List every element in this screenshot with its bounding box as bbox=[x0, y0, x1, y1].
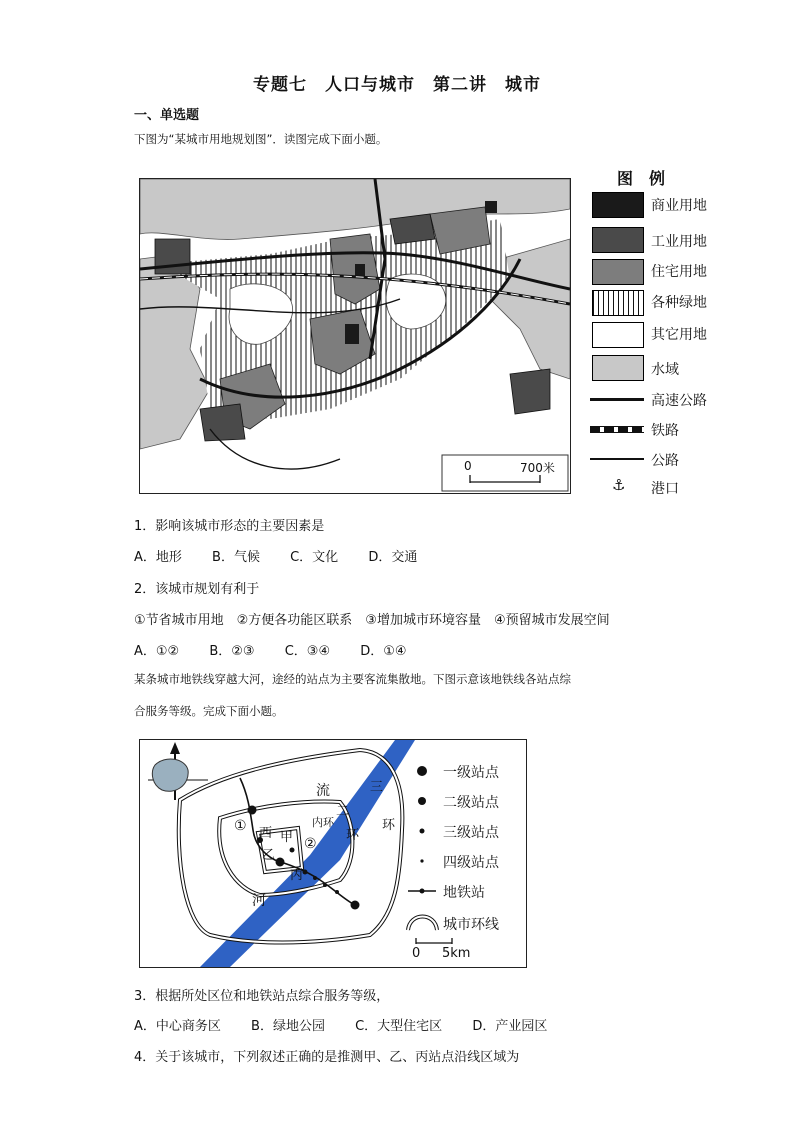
legend2-level3: 三级站点 bbox=[443, 825, 499, 841]
legend-line-road bbox=[590, 458, 644, 460]
label-yi: 乙 bbox=[262, 848, 276, 863]
q1-stem: 1．影响该城市形态的主要因素是 bbox=[134, 519, 325, 534]
land-use-map-drawing bbox=[140, 179, 570, 493]
label-ring2b: 环 bbox=[346, 828, 360, 843]
label-ring3b: 环 bbox=[382, 818, 396, 833]
q1-option-b[interactable]: B．气候 bbox=[212, 550, 260, 565]
q1-option-a[interactable]: A．地形 bbox=[134, 550, 182, 565]
q2-options bbox=[134, 640, 433, 659]
q3-option-c[interactable]: C．大型住宅区 bbox=[355, 1019, 443, 1034]
page-title: 专题七 人口与城市 第二讲 城市 bbox=[253, 75, 541, 95]
label-circle-2: ② bbox=[304, 836, 317, 852]
legend-label-commercial: 商业用地 bbox=[651, 198, 707, 214]
legend-swatch-water bbox=[592, 355, 644, 381]
q2-option-a[interactable]: A．①② bbox=[134, 644, 180, 659]
legend2-level2: 二级站点 bbox=[443, 795, 499, 811]
land-use-map bbox=[139, 178, 571, 494]
subway-map bbox=[139, 739, 527, 968]
q2-stem: 2．该城市规划有利于 bbox=[134, 582, 260, 597]
intro-text-2a: 某条城市地铁线穿越大河，途经的站点为主要客流集散地。下图示意该地铁线各站点综 bbox=[134, 672, 571, 686]
legend-title: 图 例 bbox=[617, 169, 666, 188]
legend-swatch-other bbox=[592, 322, 644, 348]
q1-options bbox=[134, 546, 443, 565]
legend2-level1: 一级站点 bbox=[443, 765, 499, 781]
legend-label-port: 港口 bbox=[651, 481, 679, 497]
legend-label-other: 其它用地 bbox=[651, 327, 707, 343]
q2-option-c[interactable]: C．③④ bbox=[284, 644, 331, 659]
label-river-2: 河 bbox=[252, 893, 266, 909]
anchor-icon: ⚓ bbox=[612, 476, 626, 494]
legend-label-residential: 住宅用地 bbox=[651, 264, 707, 280]
legend-label-industrial: 工业用地 bbox=[651, 234, 707, 250]
legend2-level4: 四级站点 bbox=[443, 855, 499, 871]
label-west: 西 bbox=[259, 826, 273, 841]
legend-swatch-commercial bbox=[592, 192, 644, 218]
q3-options bbox=[134, 1015, 573, 1034]
q3-stem: 3．根据所处区位和地铁站点综合服务等级， bbox=[134, 989, 390, 1004]
label-ring2: 二 bbox=[336, 804, 350, 819]
legend-swatch-residential bbox=[592, 259, 644, 285]
label-circle-1: ① bbox=[234, 818, 247, 834]
legend-line-railway bbox=[590, 426, 644, 433]
label-jia: 甲 bbox=[280, 830, 294, 845]
legend-line-expressway bbox=[590, 398, 644, 401]
scale-zero-2: 0 bbox=[412, 946, 421, 961]
q3-option-a[interactable]: A．中心商务区 bbox=[134, 1019, 221, 1034]
legend-swatch-industrial bbox=[592, 227, 644, 253]
legend-label-green: 各种绿地 bbox=[651, 295, 707, 311]
q2-items: ①节省城市用地 ②方便各功能区联系 ③增加城市环境容量 ④预留城市发展空间 bbox=[134, 613, 610, 628]
q2-option-b[interactable]: B．②③ bbox=[209, 644, 255, 659]
label-river-1: 流 bbox=[316, 783, 330, 799]
legend-label-expressway: 高速公路 bbox=[651, 393, 707, 409]
q3-option-b[interactable]: B．绿地公园 bbox=[251, 1019, 325, 1034]
intro-text-2b: 合服务等级。完成下面小题。 bbox=[134, 704, 284, 718]
legend-label-road: 公路 bbox=[651, 453, 679, 469]
intro-text-1: 下图为“某城市用地规划图”．读图完成下面小题。 bbox=[134, 132, 388, 146]
label-inner-ring: 内环 bbox=[312, 816, 334, 829]
q1-option-c[interactable]: C．文化 bbox=[290, 550, 339, 565]
label-bing: 丙 bbox=[290, 868, 304, 883]
q3-option-d[interactable]: D．产业园区 bbox=[472, 1019, 548, 1034]
q2-option-d[interactable]: D．①④ bbox=[360, 644, 407, 659]
section-heading: 一、单选题 bbox=[134, 108, 200, 123]
scale-dist-2: 5km bbox=[442, 946, 471, 961]
legend-swatch-green bbox=[592, 290, 644, 316]
label-ring3: 三 bbox=[370, 780, 384, 795]
scale-dist-1: 700米 bbox=[520, 461, 555, 475]
legend2-ring: 城市环线 bbox=[443, 917, 499, 933]
legend2-station: 地铁站 bbox=[443, 885, 485, 901]
q4-stem: 4．关于该城市，下列叙述正确的是推测甲、乙、丙站点沿线区域为 bbox=[134, 1050, 520, 1065]
scale-zero-1: 0 bbox=[464, 459, 472, 473]
legend-label-water: 水域 bbox=[651, 362, 679, 378]
q1-option-d[interactable]: D．交通 bbox=[368, 550, 418, 565]
legend-label-railway: 铁路 bbox=[651, 423, 679, 439]
